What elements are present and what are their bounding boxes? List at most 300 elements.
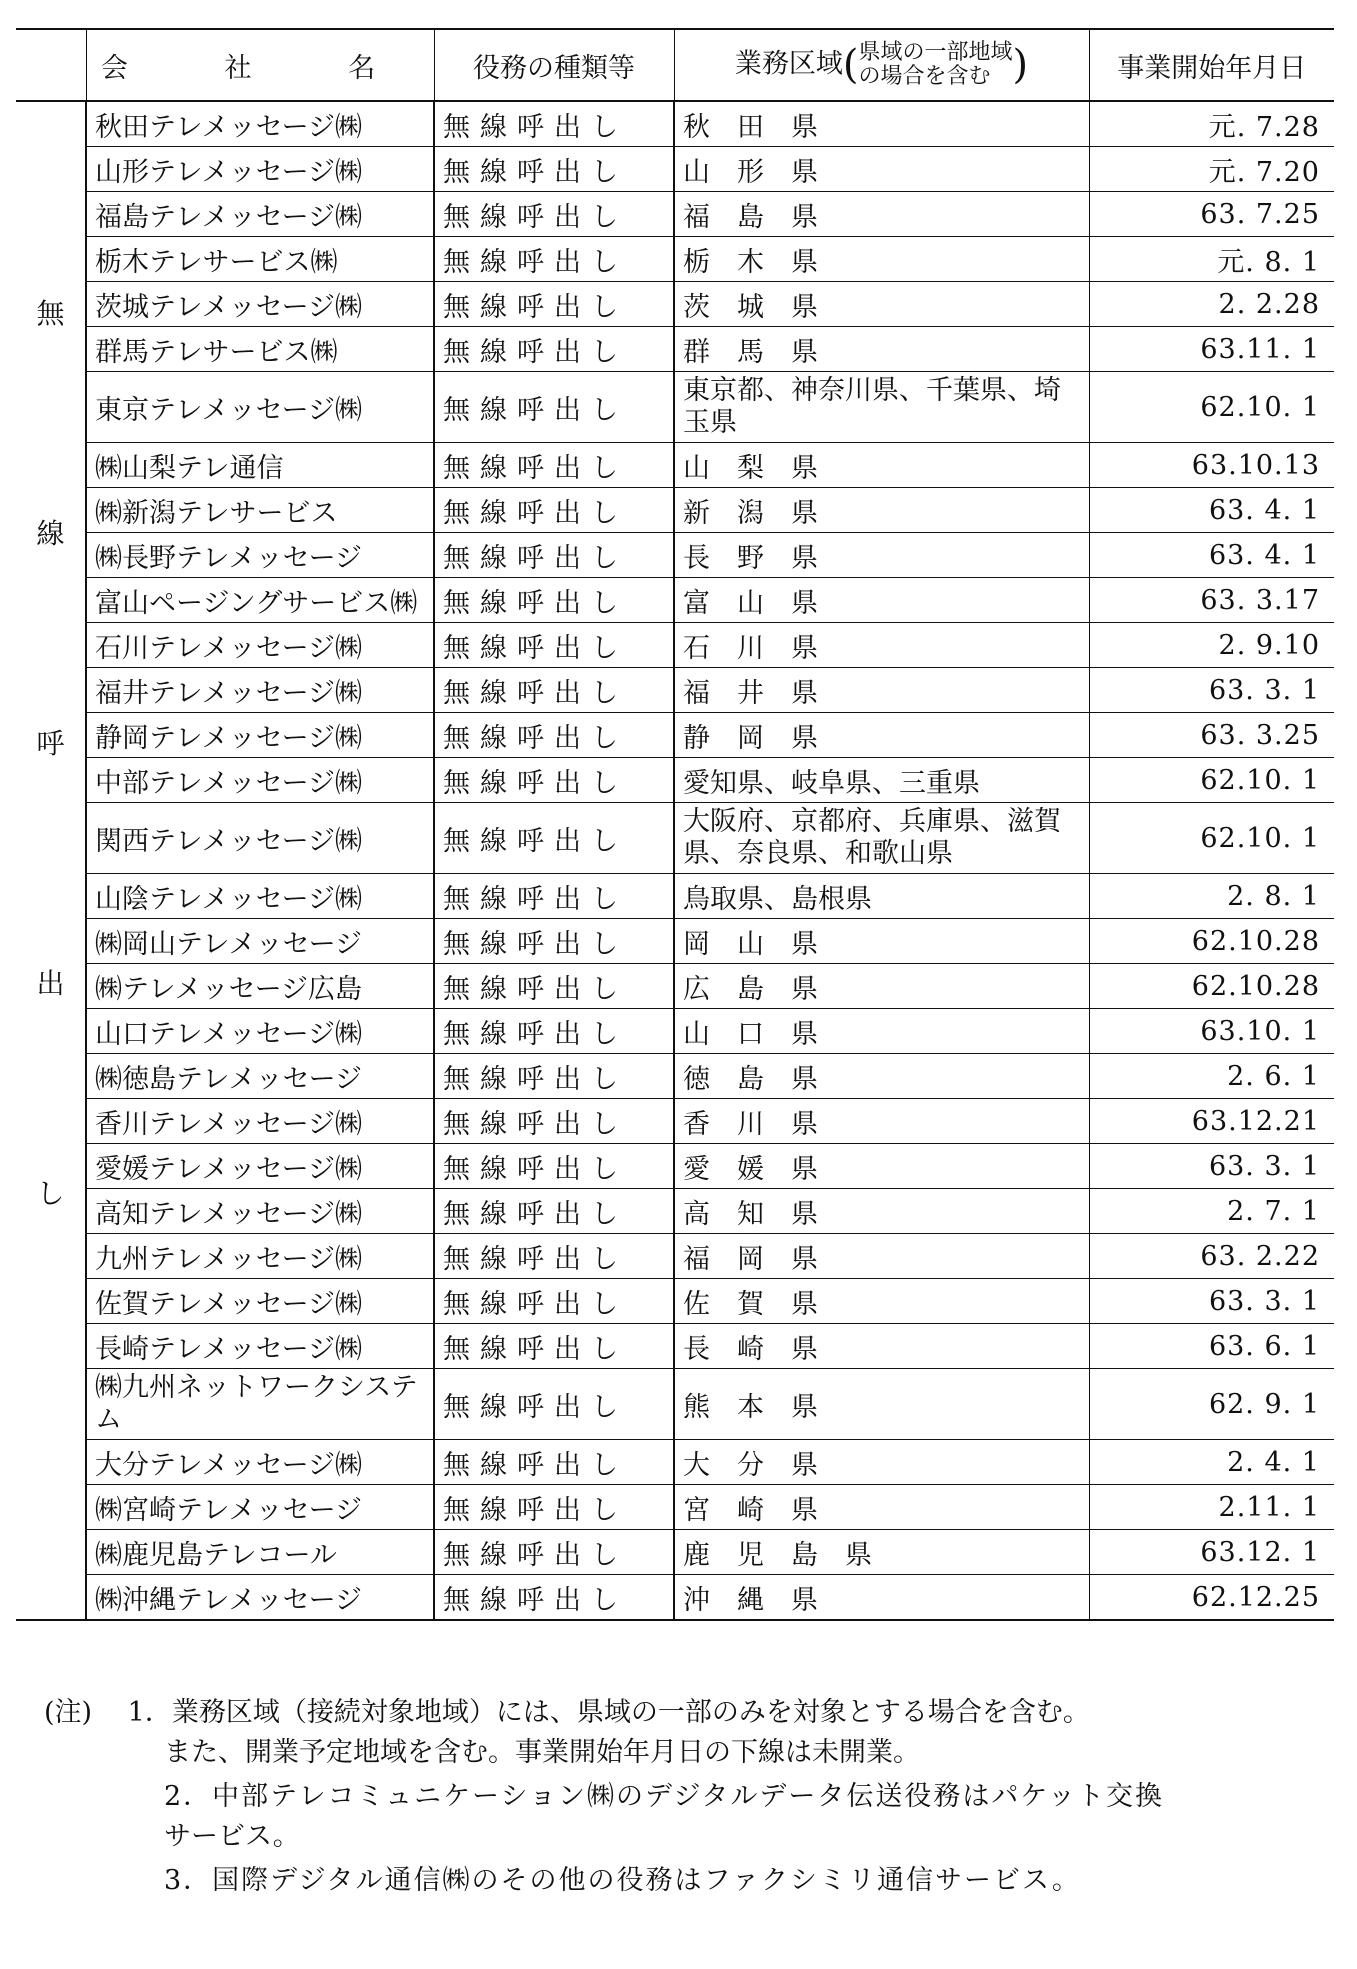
service-cell bbox=[434, 668, 674, 713]
service-cell-text: 無線呼出し bbox=[443, 1063, 628, 1095]
start-date-cell-text: 62.12.25 bbox=[1191, 1581, 1320, 1613]
company-cell bbox=[86, 1054, 434, 1099]
company-cell-text: 山形テレメッセージ㈱ bbox=[95, 156, 363, 188]
area-cell bbox=[674, 1054, 1089, 1099]
company-table bbox=[16, 28, 1334, 1621]
company-cell-text: 九州テレメッセージ㈱ bbox=[95, 1243, 363, 1275]
header-company-label: 会 社 名 bbox=[100, 52, 420, 84]
start-date-cell bbox=[1089, 282, 1334, 327]
area-cell bbox=[674, 668, 1089, 713]
service-cell bbox=[434, 192, 674, 237]
start-date-cell bbox=[1089, 1279, 1334, 1324]
company-cell-text: ㈱九州ネットワークシステム bbox=[95, 1372, 418, 1435]
company-cell bbox=[86, 1234, 434, 1279]
header-start-date: 事業開始年月日 bbox=[1089, 29, 1334, 101]
start-date-cell bbox=[1089, 1144, 1334, 1189]
company-cell bbox=[86, 964, 434, 1009]
start-date-cell bbox=[1089, 101, 1334, 147]
area-cell bbox=[674, 533, 1089, 578]
header-area-note bbox=[858, 41, 1012, 89]
service-cell bbox=[434, 578, 674, 623]
start-date-cell-text: 2. 7. 1 bbox=[1227, 1195, 1320, 1227]
area-cell-text: 福 島 県 bbox=[683, 201, 818, 233]
table-row bbox=[16, 713, 1334, 758]
start-date-cell bbox=[1089, 919, 1334, 964]
area-cell-text: 長 野 県 bbox=[683, 542, 818, 574]
start-date-cell bbox=[1089, 1234, 1334, 1279]
company-cell-text: 群馬テレサービス㈱ bbox=[95, 336, 338, 368]
company-cell bbox=[86, 803, 434, 874]
service-cell bbox=[434, 147, 674, 192]
area-cell bbox=[674, 713, 1089, 758]
area-cell-text: 香 川 県 bbox=[683, 1108, 818, 1140]
company-cell bbox=[86, 668, 434, 713]
area-cell-text: 群 馬 県 bbox=[683, 336, 818, 368]
header-area-note-line1: 県域の一部地域 bbox=[858, 40, 1013, 65]
area-cell-text: 福 岡 県 bbox=[683, 1243, 818, 1275]
start-date-cell-text: 63.11. 1 bbox=[1200, 333, 1320, 365]
table-row bbox=[16, 327, 1334, 372]
start-date-cell bbox=[1089, 237, 1334, 282]
area-cell bbox=[674, 1144, 1089, 1189]
start-date-cell bbox=[1089, 1099, 1334, 1144]
note-1-line-2: また、開業予定地域を含む。事業開始年月日の下線は未開業。 bbox=[164, 1737, 920, 1768]
area-cell bbox=[674, 964, 1089, 1009]
area-cell bbox=[674, 1485, 1089, 1530]
table-row bbox=[16, 282, 1334, 327]
service-cell bbox=[434, 919, 674, 964]
area-cell bbox=[674, 1189, 1089, 1234]
company-cell-text: 山陰テレメッセージ㈱ bbox=[95, 883, 363, 915]
start-date-cell-text: 63. 6. 1 bbox=[1208, 1330, 1320, 1362]
area-cell-text: 徳 島 県 bbox=[683, 1063, 818, 1095]
start-date-cell-text: 2. 4. 1 bbox=[1227, 1446, 1320, 1478]
service-cell bbox=[434, 1440, 674, 1485]
area-cell-text: 茨 城 県 bbox=[683, 291, 818, 323]
start-date-cell bbox=[1089, 1369, 1334, 1440]
company-cell-text: 大分テレメッセージ㈱ bbox=[95, 1449, 363, 1481]
company-cell-text: ㈱新潟テレサービス bbox=[95, 497, 338, 529]
area-cell-text: 鹿 児 島 県 bbox=[683, 1539, 872, 1571]
company-cell-text: 栃木テレサービス㈱ bbox=[95, 246, 338, 278]
service-cell bbox=[434, 1234, 674, 1279]
group-label-char: 出 bbox=[36, 967, 65, 1000]
service-cell bbox=[434, 372, 674, 443]
area-cell bbox=[674, 1009, 1089, 1054]
table-row bbox=[16, 192, 1334, 237]
company-cell bbox=[86, 713, 434, 758]
area-cell bbox=[674, 488, 1089, 533]
service-cell-text: 無線呼出し bbox=[443, 1288, 628, 1320]
start-date-cell-text: 62.10. 1 bbox=[1200, 391, 1320, 423]
company-cell-text: 東京テレメッセージ㈱ bbox=[95, 394, 363, 426]
service-cell-text: 無線呼出し bbox=[443, 1449, 628, 1481]
start-date-cell-text: 63. 3. 1 bbox=[1208, 1150, 1320, 1182]
area-cell bbox=[674, 282, 1089, 327]
area-cell bbox=[674, 1369, 1089, 1440]
start-date-cell bbox=[1089, 758, 1334, 803]
start-date-cell-text: 元. 7.28 bbox=[1208, 111, 1320, 143]
company-cell bbox=[86, 874, 434, 919]
service-cell-text: 無線呼出し bbox=[443, 1198, 628, 1230]
start-date-cell-text: 63.12. 1 bbox=[1200, 1536, 1320, 1568]
area-cell-text: 山 口 県 bbox=[683, 1018, 818, 1050]
service-cell bbox=[434, 101, 674, 147]
company-cell bbox=[86, 1279, 434, 1324]
table-row bbox=[16, 578, 1334, 623]
service-cell-text: 無線呼出し bbox=[443, 722, 628, 754]
company-cell-text: 愛媛テレメッセージ㈱ bbox=[95, 1153, 363, 1185]
area-cell-text: 静 岡 県 bbox=[683, 722, 818, 754]
start-date-cell-text: 元. 7.20 bbox=[1208, 156, 1320, 188]
area-cell bbox=[674, 874, 1089, 919]
service-cell bbox=[434, 713, 674, 758]
start-date-cell bbox=[1089, 192, 1334, 237]
service-cell bbox=[434, 1054, 674, 1099]
area-cell-text: 宮 崎 県 bbox=[683, 1494, 818, 1526]
service-cell-text: 無線呼出し bbox=[443, 587, 628, 619]
start-date-cell bbox=[1089, 578, 1334, 623]
company-cell bbox=[86, 327, 434, 372]
area-cell-text: 大 分 県 bbox=[683, 1449, 818, 1481]
area-cell-text: 高 知 県 bbox=[683, 1198, 818, 1230]
table-row bbox=[16, 1279, 1334, 1324]
service-cell-text: 無線呼出し bbox=[443, 825, 628, 857]
start-date-cell bbox=[1089, 327, 1334, 372]
start-date-cell bbox=[1089, 964, 1334, 1009]
area-cell bbox=[674, 443, 1089, 488]
company-cell bbox=[86, 372, 434, 443]
service-cell-text: 無線呼出し bbox=[443, 1243, 628, 1275]
company-cell-text: 高知テレメッセージ㈱ bbox=[95, 1198, 363, 1230]
company-cell-text: 富山ページングサービス㈱ bbox=[95, 587, 418, 619]
area-cell bbox=[674, 1440, 1089, 1485]
service-cell-text: 無線呼出し bbox=[443, 156, 628, 188]
company-cell-text: 中部テレメッセージ㈱ bbox=[95, 767, 363, 799]
area-cell-text: 新 潟 県 bbox=[683, 497, 818, 529]
company-cell-text: 香川テレメッセージ㈱ bbox=[95, 1108, 363, 1140]
company-cell-text: 秋田テレメッセージ㈱ bbox=[95, 111, 363, 143]
service-cell bbox=[434, 964, 674, 1009]
notes bbox=[44, 1693, 1344, 1901]
area-cell-text: 鳥取県、島根県 bbox=[683, 883, 872, 915]
area-cell bbox=[674, 758, 1089, 803]
service-cell-text: 無線呼出し bbox=[443, 201, 628, 233]
notes-label: (注) bbox=[44, 1697, 93, 1728]
table-row bbox=[16, 147, 1334, 192]
area-cell-text: 富 山 県 bbox=[683, 587, 818, 619]
company-cell bbox=[86, 578, 434, 623]
start-date-cell-text: 63. 4. 1 bbox=[1208, 539, 1320, 571]
service-cell bbox=[434, 1144, 674, 1189]
table-row bbox=[16, 1189, 1334, 1234]
table-row bbox=[16, 964, 1334, 1009]
service-cell bbox=[434, 803, 674, 874]
company-cell bbox=[86, 1144, 434, 1189]
company-cell-text: 静岡テレメッセージ㈱ bbox=[95, 722, 363, 754]
start-date-cell-text: 2. 8. 1 bbox=[1227, 880, 1320, 912]
company-cell bbox=[86, 101, 434, 147]
company-cell bbox=[86, 443, 434, 488]
area-cell-text: 石 川 県 bbox=[683, 632, 818, 664]
service-cell bbox=[434, 758, 674, 803]
service-cell-text: 無線呼出し bbox=[443, 883, 628, 915]
start-date-cell-text: 62. 9. 1 bbox=[1208, 1388, 1320, 1420]
service-cell bbox=[434, 1575, 674, 1621]
header-area-label: 業務区域 bbox=[734, 48, 843, 80]
company-cell-text: 関西テレメッセージ㈱ bbox=[95, 825, 363, 857]
start-date-cell-text: 62.10. 1 bbox=[1200, 822, 1320, 854]
start-date-cell-text: 63. 7.25 bbox=[1200, 198, 1320, 230]
company-cell bbox=[86, 1440, 434, 1485]
company-cell-text: ㈱徳島テレメッセージ bbox=[95, 1063, 363, 1095]
area-cell bbox=[674, 1279, 1089, 1324]
area-cell bbox=[674, 919, 1089, 964]
start-date-cell-text: 62.10. 1 bbox=[1200, 764, 1320, 796]
service-cell-text: 無線呼出し bbox=[443, 1494, 628, 1526]
service-cell-text: 無線呼出し bbox=[443, 452, 628, 484]
service-cell-text: 無線呼出し bbox=[443, 632, 628, 664]
start-date-cell bbox=[1089, 488, 1334, 533]
service-cell bbox=[434, 1099, 674, 1144]
area-cell bbox=[674, 1575, 1089, 1621]
company-cell-text: 茨城テレメッセージ㈱ bbox=[95, 291, 363, 323]
note-2-line-2: サービス。 bbox=[164, 1821, 300, 1852]
service-cell bbox=[434, 1189, 674, 1234]
area-cell bbox=[674, 101, 1089, 147]
note-1-text: 1．業務区域（接続対象地域）には、県域の一部のみを対象とする場合を含む。 bbox=[127, 1697, 1090, 1728]
company-cell-text: 福島テレメッセージ㈱ bbox=[95, 201, 363, 233]
company-cell bbox=[86, 488, 434, 533]
company-cell-text: 長崎テレメッセージ㈱ bbox=[95, 1333, 363, 1365]
group-label-char: 呼 bbox=[36, 727, 65, 760]
table-row bbox=[16, 237, 1334, 282]
start-date-cell-text: 63. 3.25 bbox=[1200, 719, 1320, 751]
area-cell-text: 岡 山 県 bbox=[683, 928, 818, 960]
header-area-note-line2: の場合を含む bbox=[858, 64, 991, 89]
service-cell-text: 無線呼出し bbox=[443, 497, 628, 529]
table-row bbox=[16, 533, 1334, 578]
service-cell-text: 無線呼出し bbox=[443, 973, 628, 1005]
service-cell-text: 無線呼出し bbox=[443, 1018, 628, 1050]
area-cell bbox=[674, 1324, 1089, 1369]
area-cell-text: 大阪府、京都府、兵庫県、滋賀県、奈良県、和歌山県 bbox=[683, 806, 1061, 869]
service-cell-text: 無線呼出し bbox=[443, 1153, 628, 1185]
company-cell-text: ㈱鹿児島テレコール bbox=[95, 1539, 337, 1571]
company-cell bbox=[86, 192, 434, 237]
header-area: 業務区域(県域の一部地域 の場合を含む ) bbox=[674, 29, 1089, 101]
company-cell bbox=[86, 1369, 434, 1440]
table-row bbox=[16, 1369, 1334, 1440]
area-cell-text: 秋 田 県 bbox=[683, 111, 818, 143]
table-row bbox=[16, 1234, 1334, 1279]
company-cell-text: ㈱沖縄テレメッセージ bbox=[95, 1584, 363, 1616]
table-row bbox=[16, 443, 1334, 488]
service-cell bbox=[434, 282, 674, 327]
company-cell bbox=[86, 1485, 434, 1530]
start-date-cell bbox=[1089, 623, 1334, 668]
service-cell bbox=[434, 327, 674, 372]
area-cell-text: 愛知県、岐阜県、三重県 bbox=[683, 767, 980, 799]
group-label-char: 線 bbox=[36, 517, 65, 550]
service-cell-text: 無線呼出し bbox=[443, 1333, 628, 1365]
service-cell bbox=[434, 1324, 674, 1369]
service-cell-text: 無線呼出し bbox=[443, 1584, 628, 1616]
area-cell-text: 栃 木 県 bbox=[683, 246, 818, 278]
area-cell bbox=[674, 803, 1089, 874]
service-cell bbox=[434, 1369, 674, 1440]
service-cell-text: 無線呼出し bbox=[443, 767, 628, 799]
company-cell bbox=[86, 1099, 434, 1144]
service-cell-text: 無線呼出し bbox=[443, 677, 628, 709]
start-date-cell bbox=[1089, 1575, 1334, 1621]
start-date-cell bbox=[1089, 713, 1334, 758]
company-cell-text: ㈱テレメッセージ広島 bbox=[95, 973, 363, 1005]
header-group bbox=[16, 29, 86, 101]
note-2-line-1: 2．中部テレコミュニケーション㈱のデジタルデータ伝送役務はパケット交換 bbox=[164, 1781, 1165, 1812]
start-date-cell bbox=[1089, 147, 1334, 192]
company-cell bbox=[86, 623, 434, 668]
area-cell-text: 広 島 県 bbox=[683, 973, 818, 1005]
area-cell bbox=[674, 237, 1089, 282]
area-cell-text: 沖 縄 県 bbox=[683, 1584, 818, 1616]
company-cell bbox=[86, 282, 434, 327]
start-date-cell-text: 2.11. 1 bbox=[1218, 1491, 1320, 1523]
document bbox=[16, 28, 1334, 1621]
area-cell bbox=[674, 623, 1089, 668]
service-cell-text: 無線呼出し bbox=[443, 291, 628, 323]
table-row bbox=[16, 1144, 1334, 1189]
table-body bbox=[16, 101, 1334, 1620]
area-cell-text: 熊 本 県 bbox=[683, 1391, 818, 1423]
table-row bbox=[16, 874, 1334, 919]
service-cell bbox=[434, 237, 674, 282]
area-cell-text: 東京都、神奈川県、千葉県、埼玉県 bbox=[683, 375, 1061, 438]
header-company bbox=[86, 29, 434, 101]
area-cell bbox=[674, 1099, 1089, 1144]
service-cell bbox=[434, 1009, 674, 1054]
start-date-cell bbox=[1089, 803, 1334, 874]
company-cell bbox=[86, 1324, 434, 1369]
company-cell bbox=[86, 758, 434, 803]
table-row bbox=[16, 803, 1334, 874]
group-label-cell bbox=[16, 101, 86, 1620]
company-cell bbox=[86, 533, 434, 578]
company-cell-text: 佐賀テレメッセージ㈱ bbox=[95, 1288, 363, 1320]
company-cell-text: ㈱岡山テレメッセージ bbox=[95, 928, 363, 960]
start-date-cell bbox=[1089, 533, 1334, 578]
service-cell bbox=[434, 443, 674, 488]
company-cell bbox=[86, 1009, 434, 1054]
service-cell bbox=[434, 1279, 674, 1324]
note-3-line-1: 3．国際デジタル通信㈱のその他の役務はファクシミリ通信サービス。 bbox=[164, 1865, 1081, 1896]
company-cell-text: ㈱宮崎テレメッセージ bbox=[95, 1494, 363, 1526]
start-date-cell bbox=[1089, 1440, 1334, 1485]
service-cell bbox=[434, 874, 674, 919]
company-cell bbox=[86, 147, 434, 192]
table-row bbox=[16, 1099, 1334, 1144]
table-row bbox=[16, 1485, 1334, 1530]
area-cell bbox=[674, 578, 1089, 623]
start-date-cell bbox=[1089, 1485, 1334, 1530]
company-cell bbox=[86, 919, 434, 964]
area-cell-text: 愛 媛 県 bbox=[683, 1153, 818, 1185]
area-cell bbox=[674, 1234, 1089, 1279]
service-cell-text: 無線呼出し bbox=[443, 246, 628, 278]
start-date-cell-text: 元. 8. 1 bbox=[1217, 246, 1320, 278]
area-cell bbox=[674, 327, 1089, 372]
table-row bbox=[16, 919, 1334, 964]
table-row bbox=[16, 488, 1334, 533]
service-cell bbox=[434, 623, 674, 668]
company-cell bbox=[86, 1530, 434, 1575]
area-cell bbox=[674, 192, 1089, 237]
area-cell-text: 山 梨 県 bbox=[683, 452, 818, 484]
start-date-cell bbox=[1089, 1054, 1334, 1099]
area-cell bbox=[674, 1530, 1089, 1575]
start-date-cell bbox=[1089, 874, 1334, 919]
service-cell-text: 無線呼出し bbox=[443, 336, 628, 368]
service-cell-text: 無線呼出し bbox=[443, 542, 628, 574]
company-cell-text: 福井テレメッセージ㈱ bbox=[95, 677, 363, 709]
note-1-line-1 bbox=[44, 1693, 1344, 1733]
service-cell bbox=[434, 488, 674, 533]
start-date-cell-text: 62.10.28 bbox=[1191, 925, 1320, 957]
table-row bbox=[16, 1575, 1334, 1621]
header-service: 役務の種類等 bbox=[434, 29, 674, 101]
table-row bbox=[16, 101, 1334, 147]
start-date-cell-text: 2. 9.10 bbox=[1218, 629, 1320, 661]
start-date-cell-text: 63. 3. 1 bbox=[1208, 1285, 1320, 1317]
start-date-cell bbox=[1089, 443, 1334, 488]
start-date-cell-text: 63. 3.17 bbox=[1200, 584, 1320, 616]
table-row bbox=[16, 668, 1334, 713]
start-date-cell-text: 63.10. 1 bbox=[1200, 1015, 1320, 1047]
company-cell bbox=[86, 237, 434, 282]
table-row bbox=[16, 1324, 1334, 1369]
service-cell-text: 無線呼出し bbox=[443, 1391, 628, 1423]
service-cell bbox=[434, 1485, 674, 1530]
start-date-cell-text: 2. 2.28 bbox=[1218, 288, 1320, 320]
table-row bbox=[16, 1530, 1334, 1575]
area-cell-text: 福 井 県 bbox=[683, 677, 818, 709]
start-date-cell bbox=[1089, 1189, 1334, 1234]
start-date-cell-text: 63.10.13 bbox=[1191, 449, 1320, 481]
table-row bbox=[16, 372, 1334, 443]
service-cell-text: 無線呼出し bbox=[443, 1108, 628, 1140]
area-cell-text: 山 形 県 bbox=[683, 156, 818, 188]
start-date-cell-text: 63. 4. 1 bbox=[1208, 494, 1320, 526]
group-label-char: し bbox=[36, 1177, 65, 1210]
start-date-cell-text: 63. 3. 1 bbox=[1208, 674, 1320, 706]
company-cell bbox=[86, 1189, 434, 1234]
start-date-cell-text: 62.10.28 bbox=[1191, 970, 1320, 1002]
service-cell bbox=[434, 1530, 674, 1575]
start-date-cell bbox=[1089, 372, 1334, 443]
start-date-cell bbox=[1089, 668, 1334, 713]
company-cell-text: 石川テレメッセージ㈱ bbox=[95, 632, 363, 664]
start-date-cell bbox=[1089, 1324, 1334, 1369]
start-date-cell bbox=[1089, 1009, 1334, 1054]
start-date-cell-text: 63.12.21 bbox=[1191, 1105, 1320, 1137]
service-cell-text: 無線呼出し bbox=[443, 111, 628, 143]
company-cell-text: ㈱長野テレメッセージ bbox=[95, 542, 363, 574]
company-cell-text: ㈱山梨テレ通信 bbox=[95, 452, 284, 484]
start-date-cell-text: 63. 2.22 bbox=[1200, 1240, 1320, 1272]
service-cell-text: 無線呼出し bbox=[443, 394, 628, 426]
area-cell-text: 佐 賀 県 bbox=[683, 1288, 818, 1320]
table-header-row bbox=[16, 29, 1334, 101]
